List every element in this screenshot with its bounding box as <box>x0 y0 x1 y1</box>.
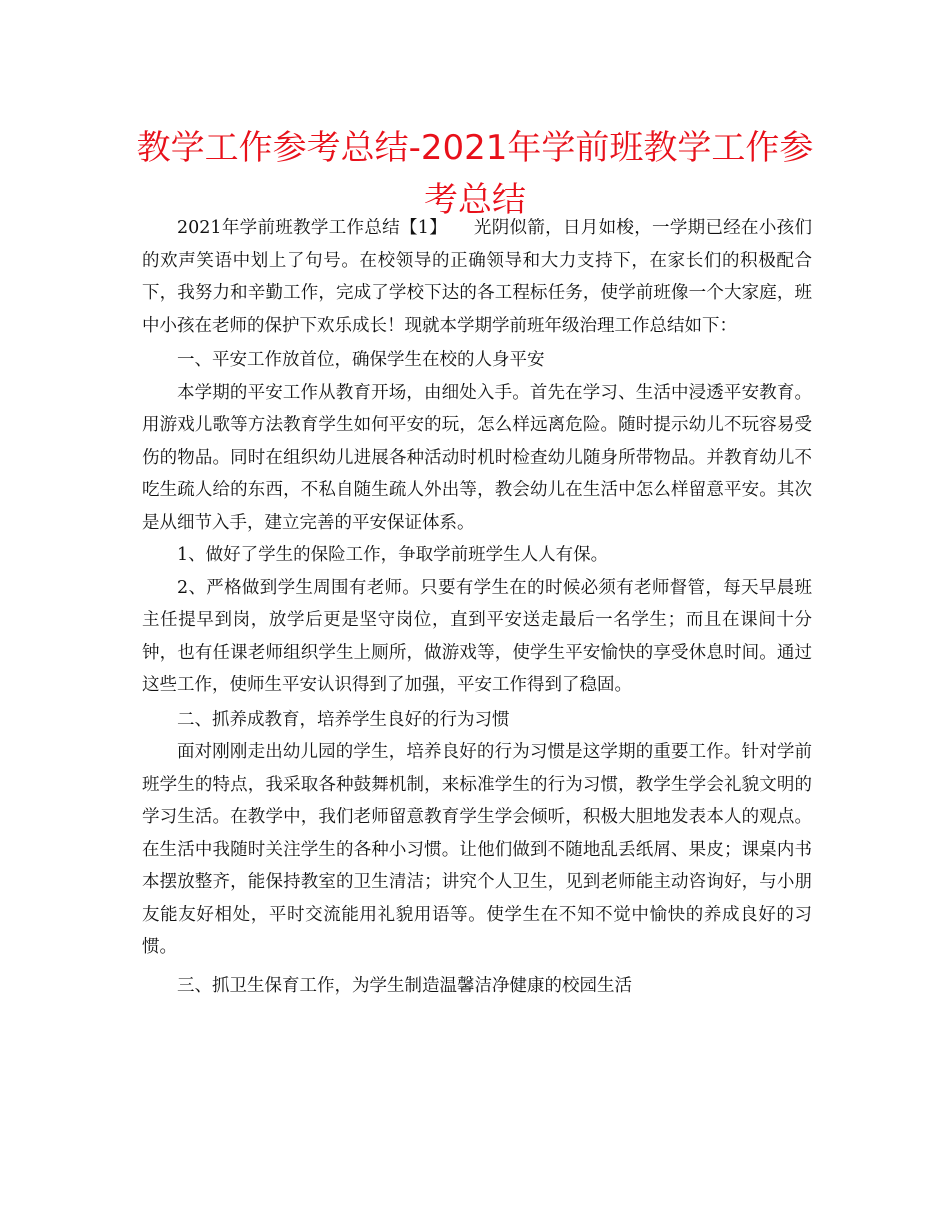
list-item-insurance: 1、做好了学生的保险工作，争取学前班学生人人有保。 <box>177 545 609 565</box>
paragraph-safety: 本学期的平安工作从教育开场，由细处入手。首先在学习、生活中浸透平安教育。用游戏儿歌等方法教育学生如何平安的玩，怎么样远离危险。随时提示幼儿不玩容易受伤的物品。同时在组织幼儿进展各种活动时机时检查幼儿随身所带物品。并教育幼儿不吃生疏人给的东西，不私自随生疏人外出等，教会幼儿在生活中怎么样留意平安。其次是从细节入手，建立完善的平安保证体系。 <box>142 382 812 533</box>
list-item-supervision: 2、严格做到学生周围有老师。只要有学生在的时候必须有老师督管，每天早晨班主任提早到岗，放学后更是坚守岗位，直到平安送走最后一名学生；而且在课间十分钟，也有任课老师组织学生上厕所，做游戏等，使学生平安愉快的享受休息时间。通过这些工作，使师生平安认识得到了加强，平安工作得到了稳固。 <box>142 577 812 695</box>
section-heading-safety: 一、平安工作放首位，确保学生在校的人身平安 <box>177 350 545 370</box>
paragraph-habits: 面对刚刚走出幼儿园的学生，培养良好的行为习惯是这学期的重要工作。针对学前班学生的特点，我采取各种鼓舞机制，来标准学生的行为习惯，教学生学会礼貌文明的学习生活。在教学中，我们老师留意教育学生学会倾听，积极大胆地发表本人的观点。在生活中我随时关注学生的各种小习惯。让他们做到不随地乱丢纸屑、果皮；课桌内书本摆放整齐，能保持教室的卫生清洁；讲究个人卫生，见到老师能主动咨询好，与小朋友能友好相处，平时交流能用礼貌用语等。使学生在不知不觉中愉快的养成良好的习惯。 <box>142 742 812 957</box>
section-heading-habits: 二、抓养成教育，培养学生良好的行为习惯 <box>177 709 510 730</box>
document-title: 教学工作参考总结-2021年学前班教学工作参考总结 <box>136 128 814 220</box>
document-body <box>142 212 812 1002</box>
paragraph-intro: 2021年学前班教学工作总结【1】 光阴似箭，日月如梭，一学期已经在小孩们的欢声笑语中划上了句号。在校领导的正确领导和大力支持下，在家长们的积极配合下，我努力和辛勤工作，完成了学校下达的各工程标任务，使学前班像一个大家庭，班中小孩在老师的保护下欢乐成长！现就本学期学前班年级治理工作总结如下： <box>142 218 812 336</box>
section-heading-hygiene: 三、抓卫生保育工作，为学生制造温馨洁净健康的校园生活 <box>177 975 632 996</box>
